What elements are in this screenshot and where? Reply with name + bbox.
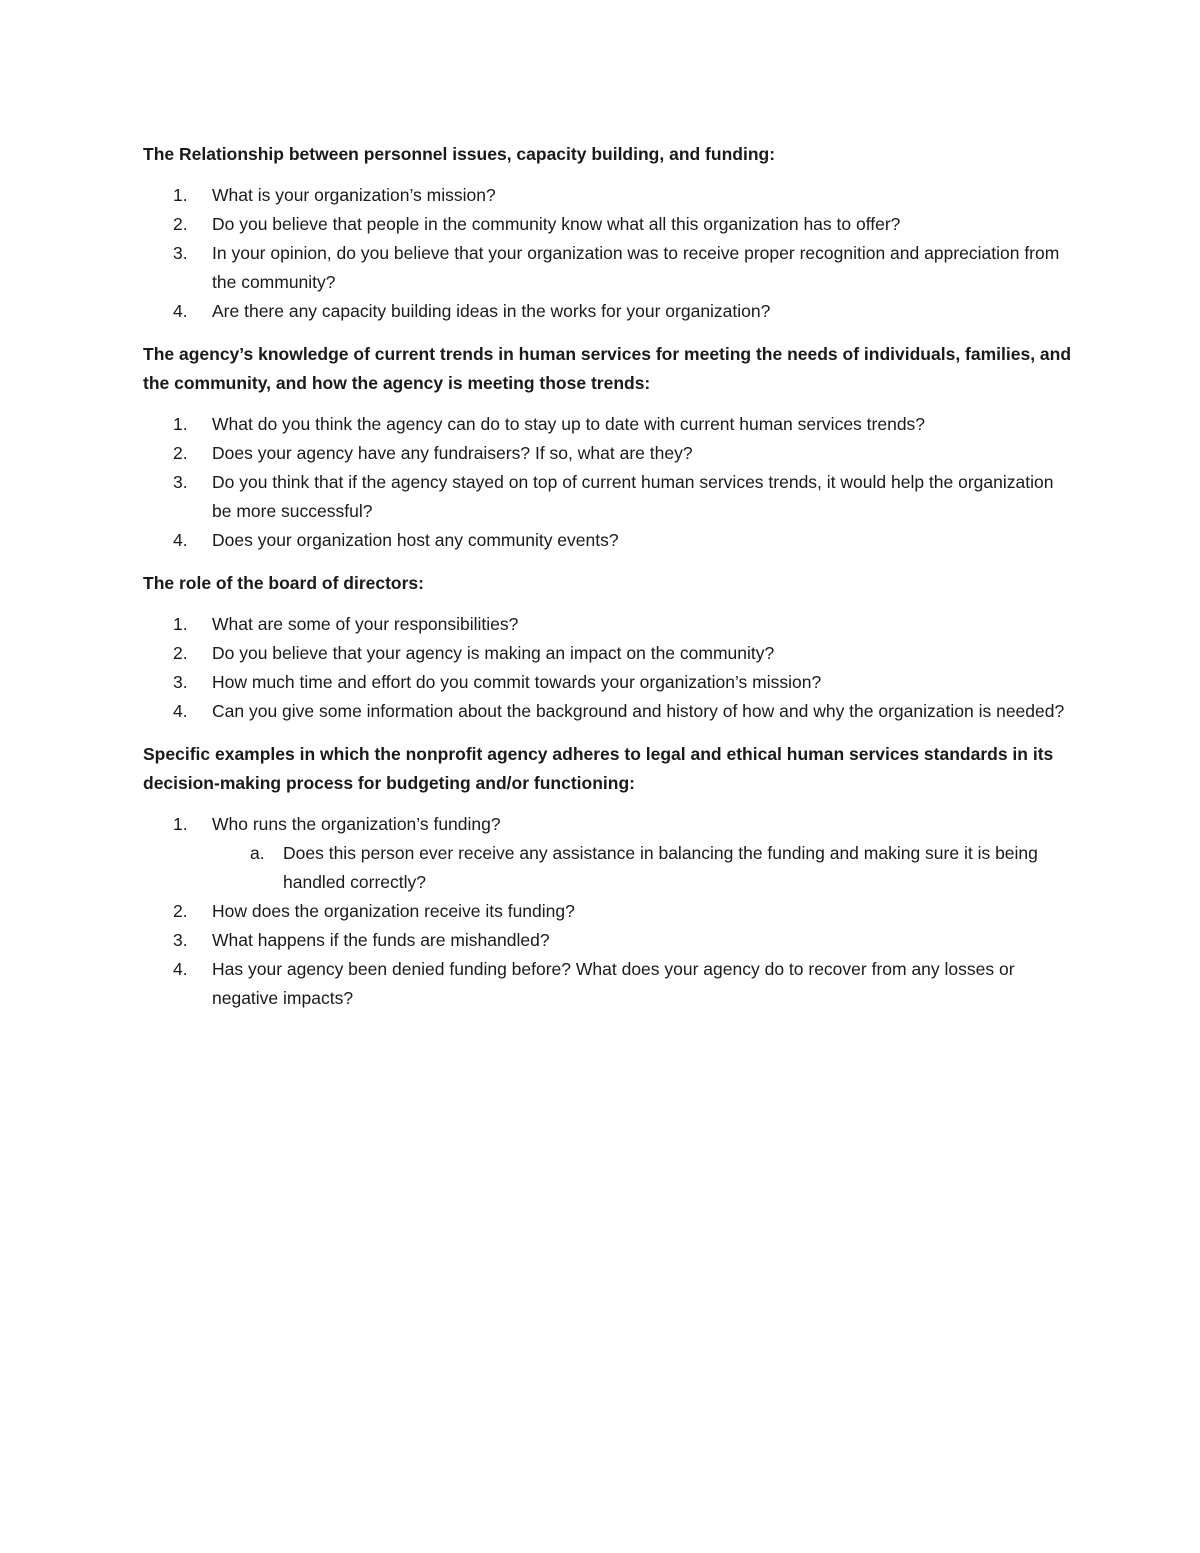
question-number: 2. — [173, 901, 188, 921]
question-item — [143, 410, 1073, 439]
question-text: What are some of your responsibilities? — [212, 614, 519, 634]
question-text: Can you give some information about the background and history of how and why the organization is needed? — [212, 701, 1065, 721]
question-text: Do you believe that your agency is making an impact on the community? — [212, 643, 775, 663]
sub-question-list — [212, 839, 1073, 897]
question-list — [143, 410, 1073, 555]
section-current-trends — [143, 340, 1073, 555]
question-item — [143, 697, 1073, 726]
section-heading: The agency’s knowledge of current trends in human services for meeting the needs of individuals, families, and the community, and how the agency is meeting those trends: — [143, 344, 1072, 393]
question-item — [143, 210, 1073, 239]
question-list — [143, 810, 1073, 1013]
question-number: 2. — [173, 214, 188, 234]
question-text: Do you think that if the agency stayed on top of current human services trends, it would help the organization be more successful? — [212, 472, 1054, 521]
question-item — [143, 468, 1073, 526]
question-text: What do you think the agency can do to stay up to date with current human services trends? — [212, 414, 926, 434]
question-item — [143, 239, 1073, 297]
question-number: 1. — [173, 414, 188, 434]
question-text: How much time and effort do you commit towards your organization’s mission? — [212, 672, 822, 692]
question-number: 3. — [173, 930, 188, 950]
question-item — [143, 610, 1073, 639]
document-body — [143, 140, 1073, 1027]
question-number: 3. — [173, 472, 188, 492]
question-item — [143, 897, 1073, 926]
section-heading: Specific examples in which the nonprofit agency adheres to legal and ethical human services standards in its decision-making process for budgeting and/or functioning: — [143, 744, 1054, 793]
question-text: Who runs the organization’s funding? — [212, 814, 501, 834]
question-text: What happens if the funds are mishandled? — [212, 930, 550, 950]
question-text: Are there any capacity building ideas in the works for your organization? — [212, 301, 771, 321]
question-number: 4. — [173, 301, 188, 321]
section-heading: The role of the board of directors: — [143, 573, 424, 593]
question-text: How does the organization receive its funding? — [212, 901, 575, 921]
question-number: 3. — [173, 243, 188, 263]
question-item — [143, 439, 1073, 468]
section-legal-ethical-standards — [143, 740, 1073, 1013]
sub-question-text: Does this person ever receive any assistance in balancing the funding and making sure it is being handled correctly? — [283, 843, 1038, 892]
section-heading: The Relationship between personnel issues, capacity building, and funding: — [143, 144, 776, 164]
question-list — [143, 181, 1073, 326]
question-text: What is your organization’s mission? — [212, 185, 496, 205]
question-text: Does your agency have any fundraisers? If so, what are they? — [212, 443, 693, 463]
question-number: 2. — [173, 643, 188, 663]
question-number: 1. — [173, 185, 188, 205]
question-number: 4. — [173, 959, 188, 979]
question-number: 3. — [173, 672, 188, 692]
question-text: In your opinion, do you believe that your organization was to receive proper recognition and appreciation from the community? — [212, 243, 1060, 292]
sub-question-letter: a. — [250, 843, 265, 863]
question-number: 4. — [173, 701, 188, 721]
question-list — [143, 610, 1073, 726]
question-text: Does your organization host any community events? — [212, 530, 619, 550]
question-item — [143, 810, 1073, 897]
sub-question-item — [212, 839, 1073, 897]
question-item — [143, 955, 1073, 1013]
section-personnel-capacity-funding — [143, 140, 1073, 326]
question-text: Has your agency been denied funding before? What does your agency do to recover from any losses or negative impacts? — [212, 959, 1015, 1008]
question-text: Do you believe that people in the community know what all this organization has to offer? — [212, 214, 901, 234]
question-item — [143, 181, 1073, 210]
question-number: 2. — [173, 443, 188, 463]
question-number: 1. — [173, 814, 188, 834]
question-item — [143, 668, 1073, 697]
question-item — [143, 926, 1073, 955]
question-number: 1. — [173, 614, 188, 634]
question-number: 4. — [173, 530, 188, 550]
question-item — [143, 639, 1073, 668]
section-board-of-directors — [143, 569, 1073, 726]
question-item — [143, 526, 1073, 555]
question-item — [143, 297, 1073, 326]
